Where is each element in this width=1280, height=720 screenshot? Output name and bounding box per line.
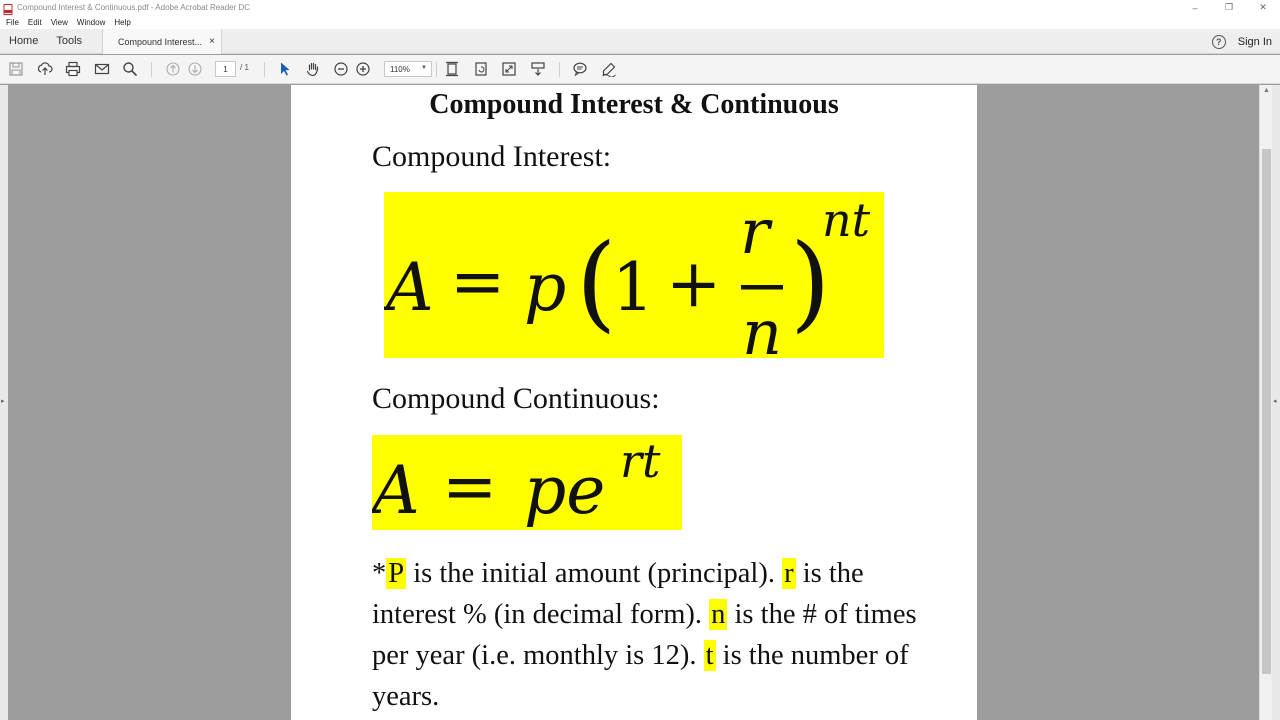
page-number-input[interactable]: 1 [215,61,236,77]
toolbar-separator [264,62,265,77]
compound-interest-formula [384,192,884,358]
select-tool-icon[interactable] [276,60,294,78]
right-pane-toggle[interactable] [1272,85,1280,720]
note-r-text: is the interest % (in decimal form). [372,558,864,630]
svg-text:A: A [372,452,420,529]
page-total: / 1 [240,63,249,72]
comment-icon[interactable] [571,60,589,78]
close-window-icon[interactable]: ✕ [1259,2,1267,12]
hand-tool-icon[interactable] [304,60,322,78]
variable-definitions [372,553,932,717]
next-page-icon[interactable] [186,60,204,78]
tab-tools[interactable]: Tools [56,35,83,47]
svg-text:=: = [442,448,498,525]
note-p-text: is the initial amount (principal). [406,558,783,589]
save-icon[interactable] [7,60,25,78]
compound-continuous-formula [372,435,682,530]
full-screen-icon[interactable] [500,60,518,78]
highlight-n: n [711,599,726,630]
pdf-page [291,85,977,720]
prev-page-icon[interactable] [164,60,182,78]
compound-interest-label: Compound Interest: [372,140,612,173]
menu-edit[interactable]: Edit [27,17,42,27]
sign-in-button[interactable]: Sign In [1237,35,1272,48]
compound-continuous-label: Compound Continuous: [372,382,660,415]
upload-icon[interactable] [36,60,54,78]
svg-text:): ) [790,221,831,343]
zoom-in-icon[interactable] [354,60,372,78]
sign-icon[interactable] [600,60,618,78]
document-workspace [0,85,1280,720]
compound-continuous-formula-graphic [372,435,682,530]
compound-interest-formula-graphic [384,192,884,358]
email-icon[interactable] [93,60,111,78]
chevron-down-icon: ▼ [421,65,427,71]
toolbar [0,55,1280,84]
fit-page-icon[interactable] [443,60,461,78]
svg-text:p: p [524,249,567,326]
tab-document[interactable] [102,29,222,54]
highlight-t: t [705,640,714,671]
highlight-p: P [388,558,405,589]
print-icon[interactable] [64,60,82,78]
note-t-text: is the number of years. [372,640,909,712]
minimize-icon[interactable]: – [1192,2,1198,13]
zoom-out-icon[interactable] [332,60,350,78]
chevron-right-icon: ▸ [1,398,5,405]
scrollbar-thumb[interactable] [1262,149,1271,674]
chevron-left-icon: ◂ [1273,398,1277,405]
toolbar-separator [559,62,560,77]
title-bar [0,0,1280,15]
scroll-up-icon[interactable]: ▲ [1263,87,1270,94]
svg-text:r: r [740,195,770,268]
svg-text:(: ( [576,221,617,343]
zoom-value: 110% [390,64,410,74]
menu-view[interactable]: View [50,17,68,27]
left-pane-toggle[interactable] [0,85,8,720]
scroll-mode-icon[interactable] [529,60,547,78]
close-tab-icon[interactable]: × [209,36,215,47]
help-icon[interactable]: ? [1212,35,1226,49]
toolbar-separator [151,62,152,77]
svg-text:1: 1 [612,249,654,326]
tab-document-label: Compound Interest... [118,36,203,47]
menu-window[interactable]: Window [76,17,106,27]
restore-icon[interactable]: ❐ [1224,2,1234,12]
toolbar-separator [436,62,437,77]
svg-text:n: n [742,296,782,358]
zoom-select[interactable] [384,61,432,77]
tab-bar [0,29,1280,54]
menu-bar [0,15,1280,29]
svg-text:pe: pe [524,452,606,529]
window-title: Compound Interest & Continuous.pdf - Adobe Acrobat Reader DC [17,3,251,12]
tab-home[interactable]: Home [9,35,39,47]
page-title: Compound Interest & Continuous [429,89,839,120]
svg-text:rt: rt [620,435,661,488]
rotate-icon[interactable] [472,60,490,78]
svg-text:A: A [386,249,434,326]
pdf-file-icon [3,2,13,13]
vertical-scrollbar[interactable] [1259,85,1273,720]
svg-text:=: = [450,243,506,320]
search-icon[interactable] [121,60,139,78]
note-asterisk: * [372,558,387,589]
highlight-r: r [784,558,794,589]
menu-file[interactable]: File [6,17,19,27]
menu-help[interactable]: Help [114,17,131,27]
svg-text:+: + [666,245,722,322]
svg-text:nt: nt [822,193,871,247]
note-n-text: is the # of times per year (i.e. monthly is 12). [372,599,917,671]
